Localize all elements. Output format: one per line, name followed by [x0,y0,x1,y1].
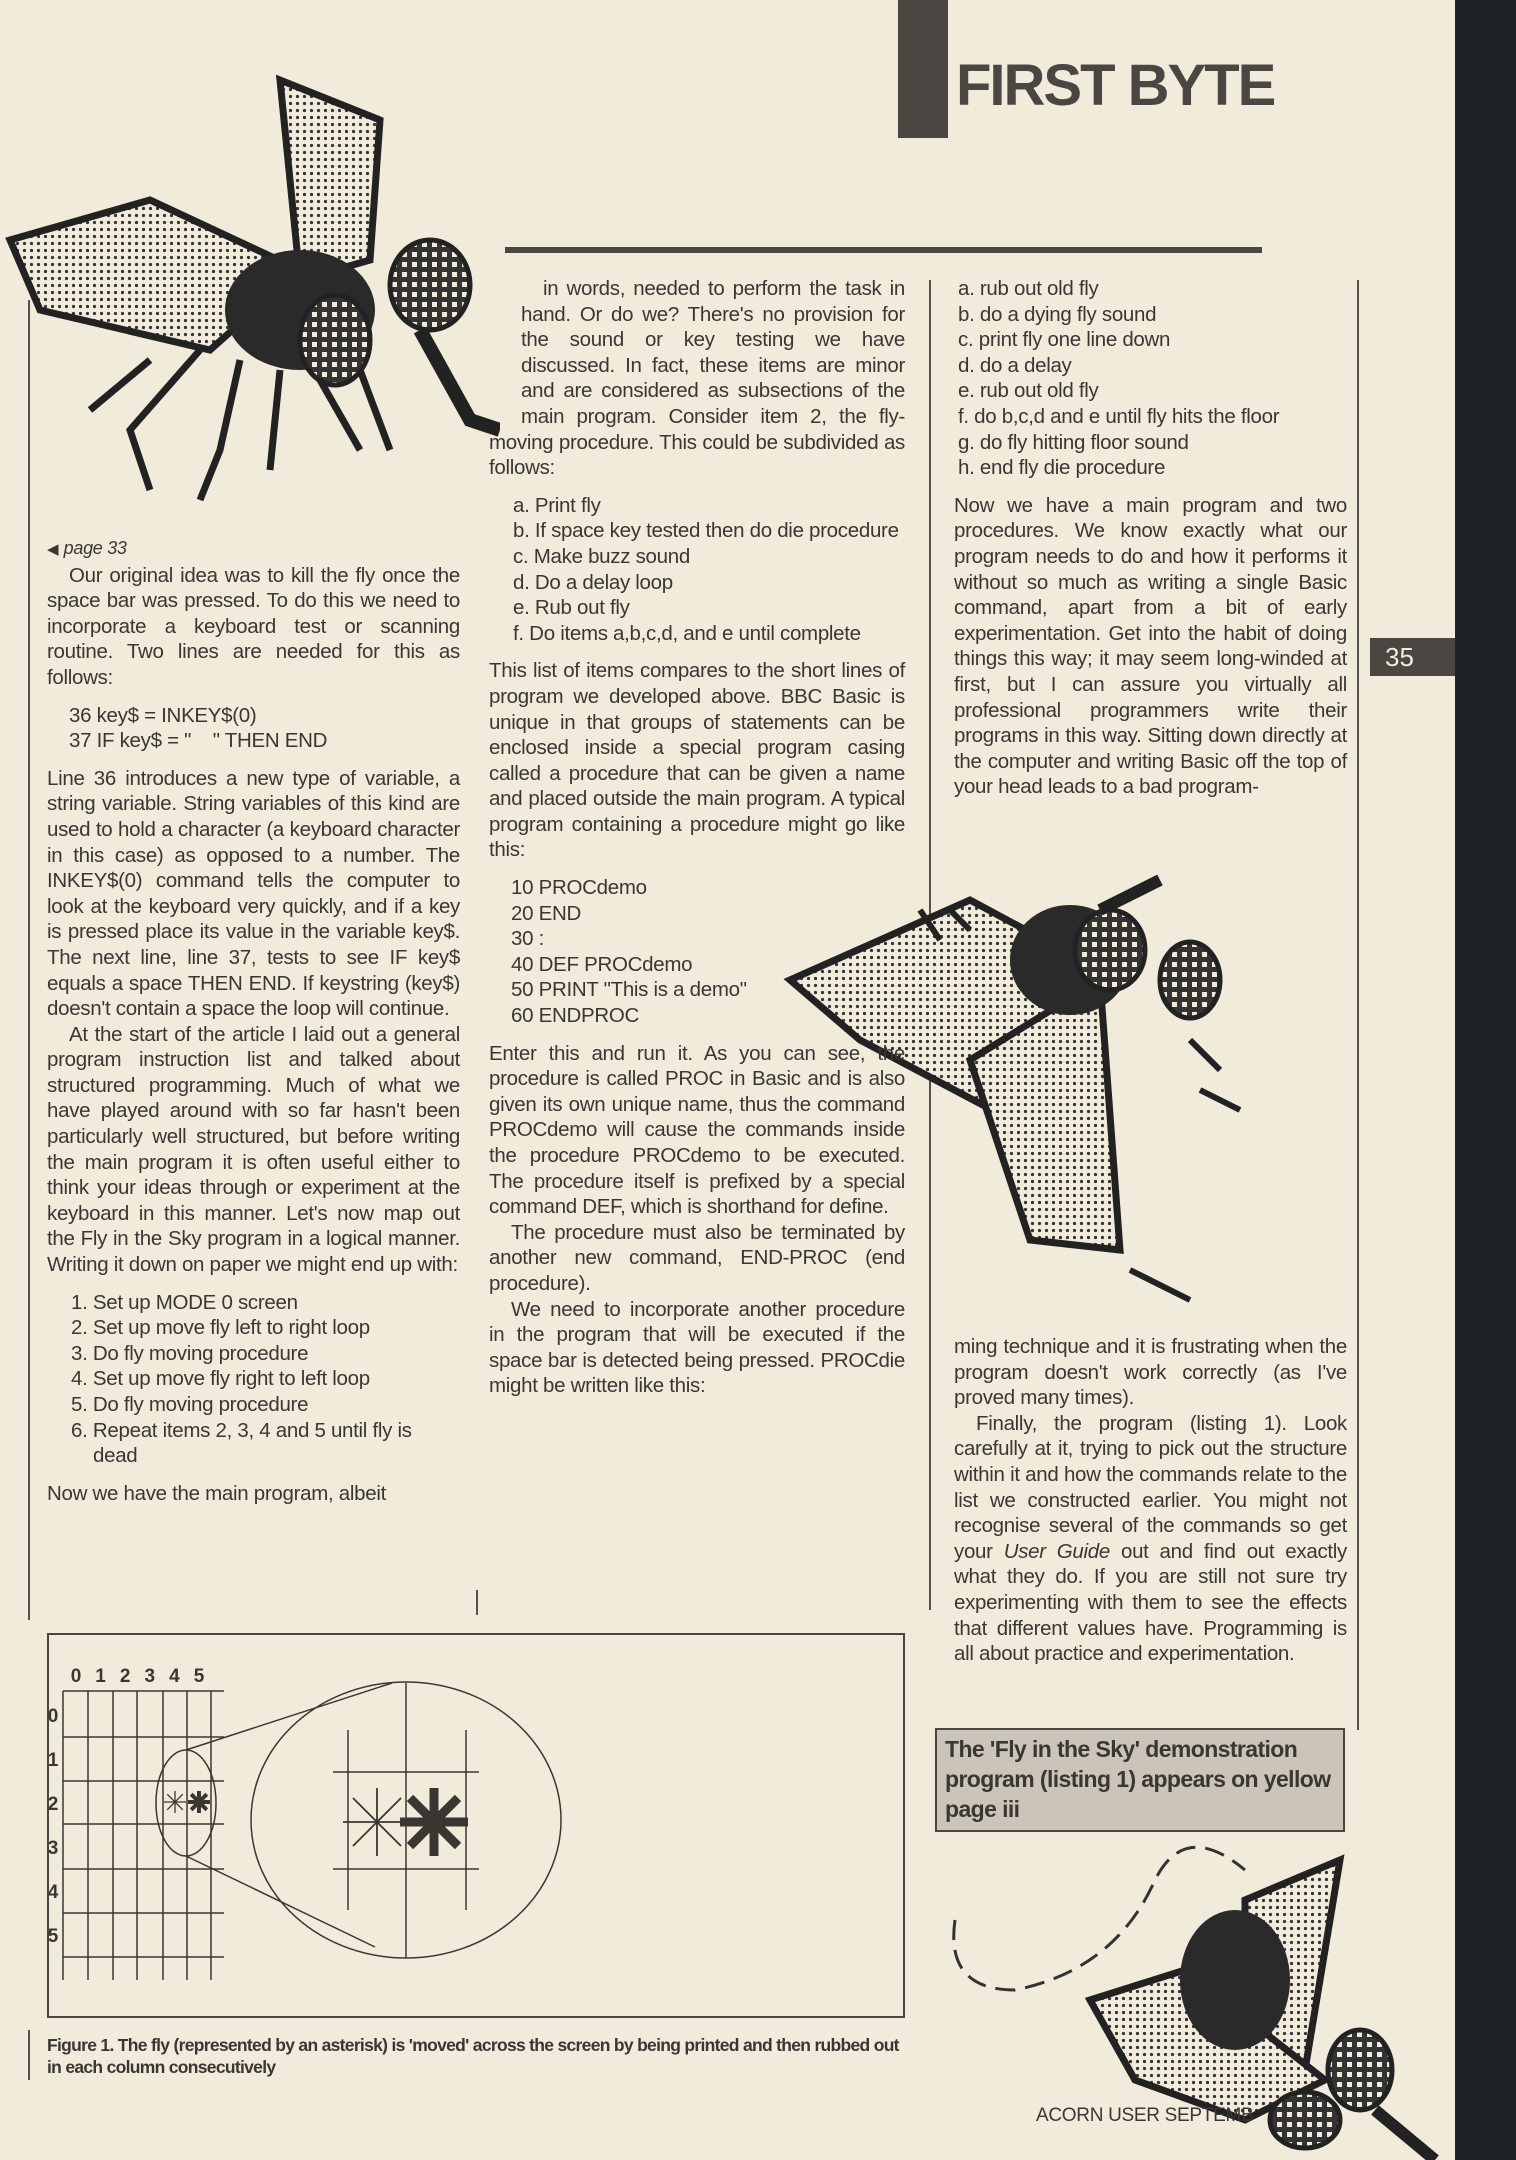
column-label: 0 [70,1666,82,1687]
code-line: 40 DEF PROCdemo [511,952,693,976]
list-item: 4. Set up move fly right to left loop [71,1367,370,1391]
list-item: c. print fly one line down [958,328,1171,352]
listing-callout-box: The 'Fly in the Sky' demonstration program (listing 1) appears on yellow page iii [935,1728,1345,1832]
figure-caption: Figure 1. The fly (represented by an asterisk) is 'moved' across the screen by being printed and then rubbed out in each column consecutively [47,2035,899,2077]
left-triangle-icon: ◀ [47,541,59,558]
list-item: f. do b,c,d and e until fly hits the floor [958,404,1280,428]
row-label: 3 [47,1838,59,1859]
list-item: 2. Set up move fly left to right loop [71,1316,370,1340]
code-line: 50 PRINT "This is a demo" [511,978,747,1002]
list-item: b. do a dying fly sound [958,302,1157,326]
code-line: 10 PROCdemo [511,876,647,900]
list-item: h. end fly die procedure [958,456,1166,480]
column-label: 4 [169,1666,180,1687]
paragraph: At the start of the article I laid out a general program instruction list and talked about structured programming. Much of what we have played around with so far hasn't been particularly well structured, but before writing the main program it is often useful either to think your ideas through or experiment at the keyboard in this manner. Let's now map out the Fly in the Sky program in a logical manner. Writing it down on paper we might end up with: [47,1022,460,1277]
column-rule-left-bottom [28,2030,30,2080]
page-edge [1455,0,1516,2160]
column-label: 1 [95,1666,106,1687]
list-item: a. rub out old fly [958,277,1099,300]
list-item: c. Make buzz sound [513,544,690,568]
paragraph: This list of items compares to the short lines of program we developed above. BBC Basic is unique in that groups of statements can be enclosed inside a special program casing called a procedure that can be given a name and placed outside the main program. A typical program containing a procedure might go like this: [489,659,905,862]
list-item: d. do a delay [958,353,1072,377]
column-rule-right [1357,280,1359,1730]
page-number: 35 [1370,638,1455,676]
list-item: e. Rub out fly [513,596,630,620]
list-item: 6. Repeat items 2, 3, 4 and 5 until fly is dead [71,1418,412,1468]
list-item: 3. Do fly moving procedure [71,1341,309,1365]
row-label: 4 [47,1882,59,1903]
column-3-top [954,276,1347,800]
row-label: 5 [47,1926,59,1947]
list-item: a. Print fly [513,493,601,517]
code-line: 36 key$ = INKEY$(0) [69,703,257,727]
list-item: d. Do a delay loop [513,570,673,594]
page-ref-link[interactable]: page 33 [63,538,127,558]
code-line: 60 ENDPROC [511,1004,640,1028]
column-3-bottom [954,1334,1347,1667]
code-line: 30 : [511,927,544,951]
paragraph: Now we have the main program, albeit [47,1481,387,1505]
list-item: f. Do items a,b,c,d, and e until complete [513,621,861,645]
paragraph: The procedure must also be terminated by another new command, END-PROC (end procedure). [489,1220,905,1295]
list-item: g. do fly hitting floor sound [958,430,1189,454]
paragraph: We need to incorporate another procedure in the program that will be executed if the space bar is detected being pressed. PROCdie might be written like this: [489,1297,905,1398]
paragraph: ming technique and it is frustrating when the program doesn't work correctly (as I've proved many times). [954,1335,1347,1410]
row-label: 0 [47,1706,59,1727]
code-line: 20 END [511,901,581,925]
list-item: 1. Set up MODE 0 screen [71,1290,298,1314]
column-label: 2 [119,1666,131,1687]
row-label: 2 [47,1794,59,1815]
list-item: e. rub out old fly [958,379,1099,403]
paragraph: in words, needed to perform the task in hand. Or do we? There's no provision for the sound or key testing we have discussed. In fact, these items are minor and are considered as subsections of the main program. Consider item 2, the fly-moving procedure. This could be subdivided as follows: [489,277,905,480]
paragraph: Finally, the program (listing 1). Look carefully at it, trying to pick out the structure within it and how the commands relate to the list we constructed earlier. You might not recognise several of the commands so get your User Guide out and find out exactly what they do. If you are still not sure try experimenting with them to see the effects that different values have. Programming is all about practice and experimentation. [954,1411,1347,1666]
column-label: 3 [144,1666,156,1687]
paragraph: Enter this and run it. As you can see, the procedure is called PROC in Basic and is also given its own unique name, thus the command PROCdemo will cause the commands inside the procedure PROCdemo to be executed. The procedure itself is prefixed by a special command DEF, which is shorthand for define. [489,1041,905,1219]
user-guide-title: User Guide [1003,1539,1110,1563]
paragraph: Our original idea was to kill the fly once the space bar was pressed. To do this we need to incorporate a keyboard test or scanning routine. Two lines are needed for this as follows: [47,563,460,689]
paragraph: Now we have a main program and two procedures. We know exactly what our program needs to do and how it performs it without so much as writing a single Basic command, apart from a bit of early experimentation. Get into the habit of doing things this way; it may seem long-winded at first, but I can assure you virtually all professional programmers write their programs in this way. Sitting down directly at the computer and writing Basic off the top of your head leads to a bad program- [954,493,1347,799]
magnify-connector [186,1683,392,1750]
column-label: 5 [193,1666,205,1687]
footer-text: ACORN USER SEPTEMB [1036,2105,1254,2126]
row-label: 1 [47,1750,59,1771]
list-item: b. If space key tested then do die procedure [513,519,899,543]
section-title: FIRST BYTE [956,53,1275,118]
paragraph: Line 36 introduces a new type of variable, a string variable. String variables of this kind are used to hold a character (a keyboard character in this case) as opposed to a number. The INKEY$(0) command tells the computer to look at the keyboard very quickly, and if a key is pressed place its value in the variable key$. The next line, line 37, tests to see IF key$ equals a space THEN END. If keystring (key$) doesn't contain a space the loop will continue. [47,766,460,1021]
list-item: 5. Do fly moving procedure [71,1393,309,1416]
code-line: 37 IF key$ = " " THEN END [69,729,328,753]
